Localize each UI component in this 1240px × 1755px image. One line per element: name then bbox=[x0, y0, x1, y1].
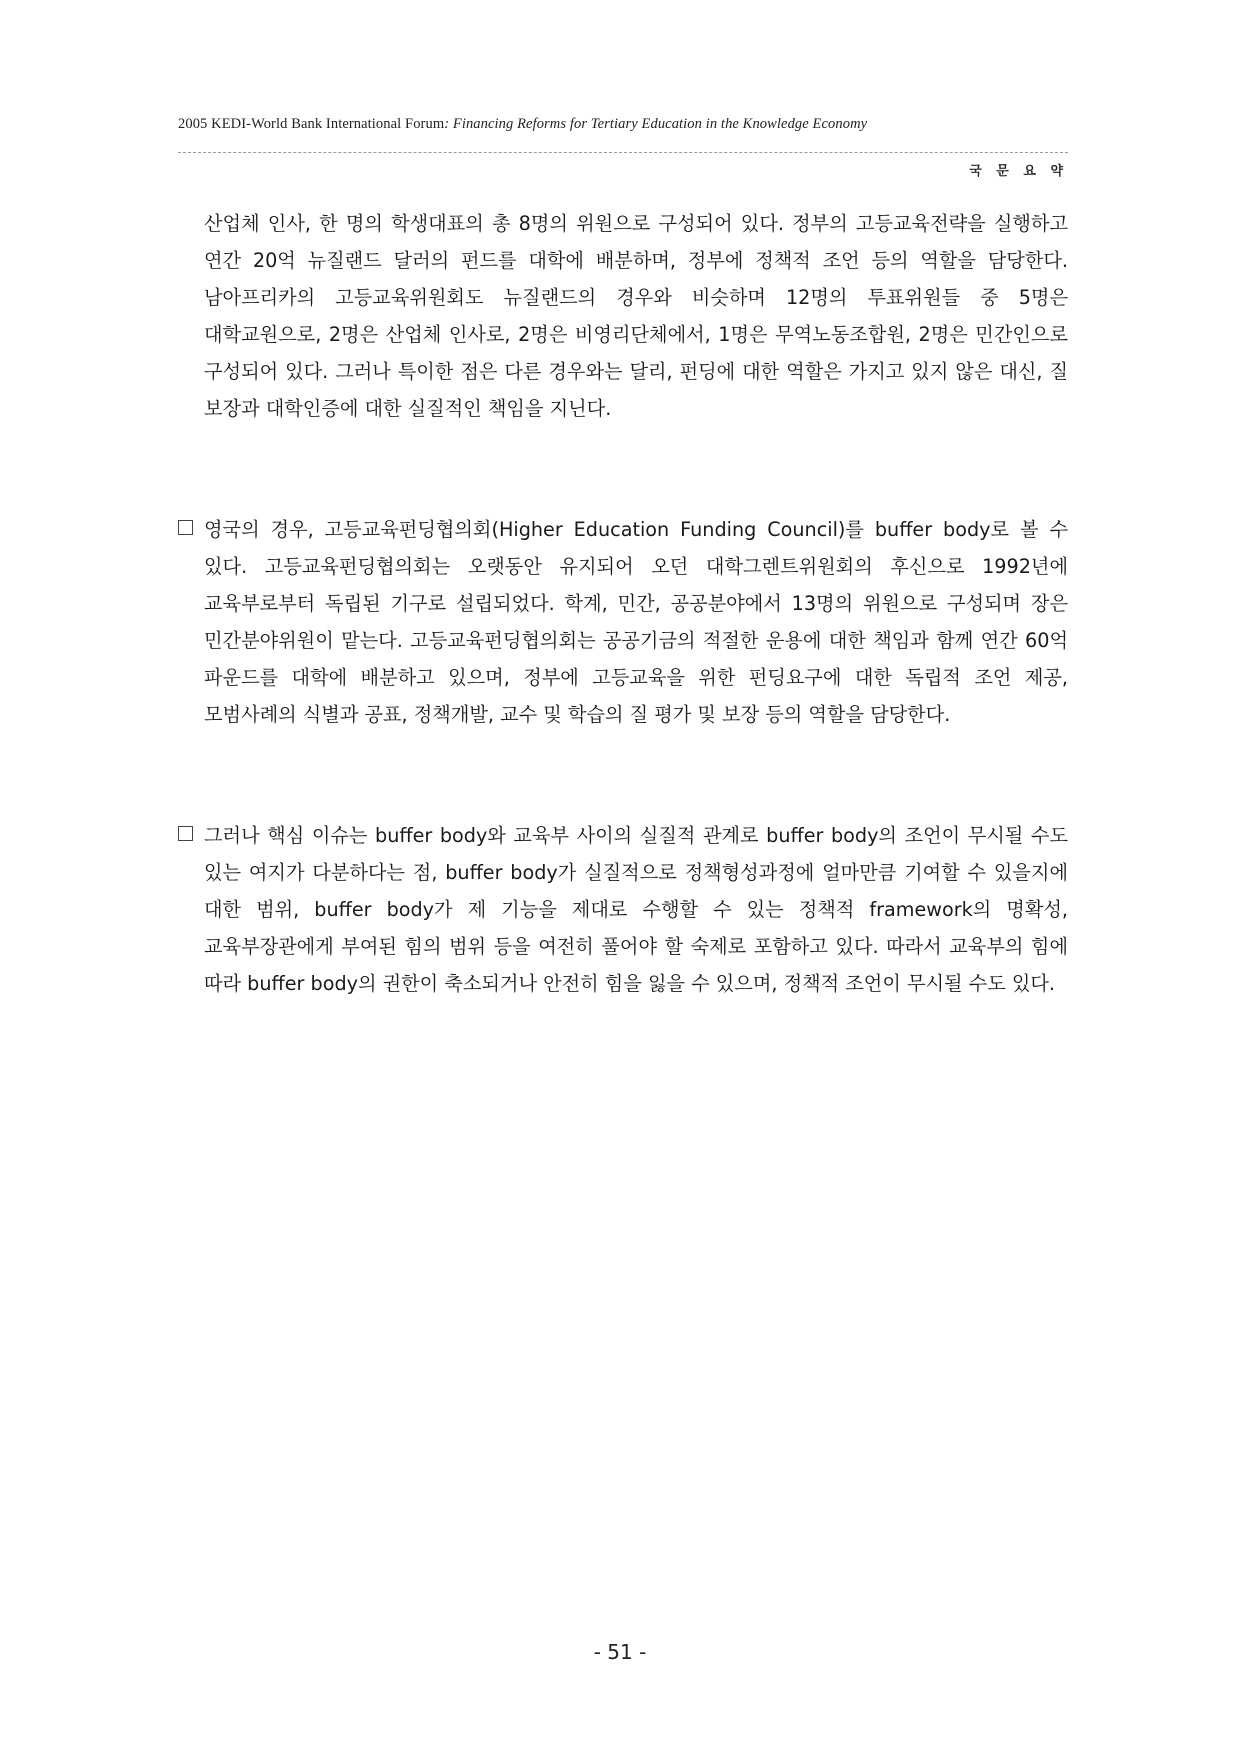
page-number: - 51 - bbox=[593, 1640, 647, 1664]
bullet-paragraph-issues bbox=[178, 817, 1068, 1002]
bullet-text: 그러나 핵심 이슈는 buffer body와 교육부 사이의 실질적 관계로 buffer body의 조언이 무시될 수도 있는 여지가 다분하다는 점, buffer body가 실질적으로 정책형성과정에 얼마만큼 기여할 수 있을지에 대한 범위, buffer body가 제 기능을 제대로 수행할 수 있는 정책적 framework의 명확성, 교육부장관에게 부여된 힘의 범위 등을 여전히 풀어야 할 숙제로 포함하고 있다. 따라서 교육부의 힘에 따라 buffer body의 권한이 축소되거나 안전히 힘을 잃을 수 있으며, 정책적 조언이 무시될 수도 있다. bbox=[204, 824, 1068, 995]
bullet-text: 영국의 경우, 고등교육펀딩협의회(Higher Education Funding Council)를 buffer body로 볼 수 있다. 고등교육펀딩협의회는 오랫동안 유지되어 오던 대학그렌트위원회의 후신으로 1992년에 교육부로부터 독립된 기구로 설립되었다. 학계, 민간, 공공분야에서 13명의 위원으로 구성되며 장은 민간분야위원이 맡는다. 고등교육펀딩협의회는 공공기금의 적절한 운용에 대한 책임과 함께 연간 60억 파운드를 대학에 배분하고 있으며, 정부에 고등교육을 위한 펀딩요구에 대한 독립적 조언 제공, 모범사례의 식별과 공표, 정책개발, 교수 및 학습의 질 평가 및 보장 등의 역할을 담당한다. bbox=[204, 518, 1068, 726]
header-title-separator: : bbox=[444, 116, 453, 132]
continued-paragraph: 산업체 인사, 한 명의 학생대표의 총 8명의 위원으로 구성되어 있다. 정부의 고등교육전략을 실행하고 연간 20억 뉴질랜드 달러의 펀드를 대학에 배분하며, 정부에 정책적 조언 등의 역할을 담당한다. 남아프리카의 고등교육위원회도 뉴질랜드의 경우와 비슷하며 12명의 투표위원들 중 5명은 대학교원으로, 2명은 산업체 인사로, 2명은 비영리단체에서, 1명은 무역노동조합원, 2명은 민간인으로 구성되어 있다. 그러나 특이한 점은 다른 경우와는 달리, 펀딩에 대한 역할은 가지고 있지 않은 대신, 질 보장과 대학인증에 대한 실질적인 책임을 지닌다. bbox=[204, 212, 1068, 420]
header-title-italic: Financing Reforms for Tertiary Education in the Knowledge Economy bbox=[452, 116, 868, 132]
checkbox-bullet-icon bbox=[178, 826, 193, 841]
checkbox-bullet-icon bbox=[178, 520, 193, 535]
bullet-paragraph-uk bbox=[178, 511, 1068, 733]
running-header bbox=[178, 116, 1068, 133]
header-title bbox=[178, 116, 1068, 133]
header-divider bbox=[178, 152, 1068, 153]
section-label: 국 문 요 약 bbox=[969, 164, 1068, 179]
header-title-plain: 2005 KEDI-World Bank International Forum bbox=[178, 116, 445, 132]
